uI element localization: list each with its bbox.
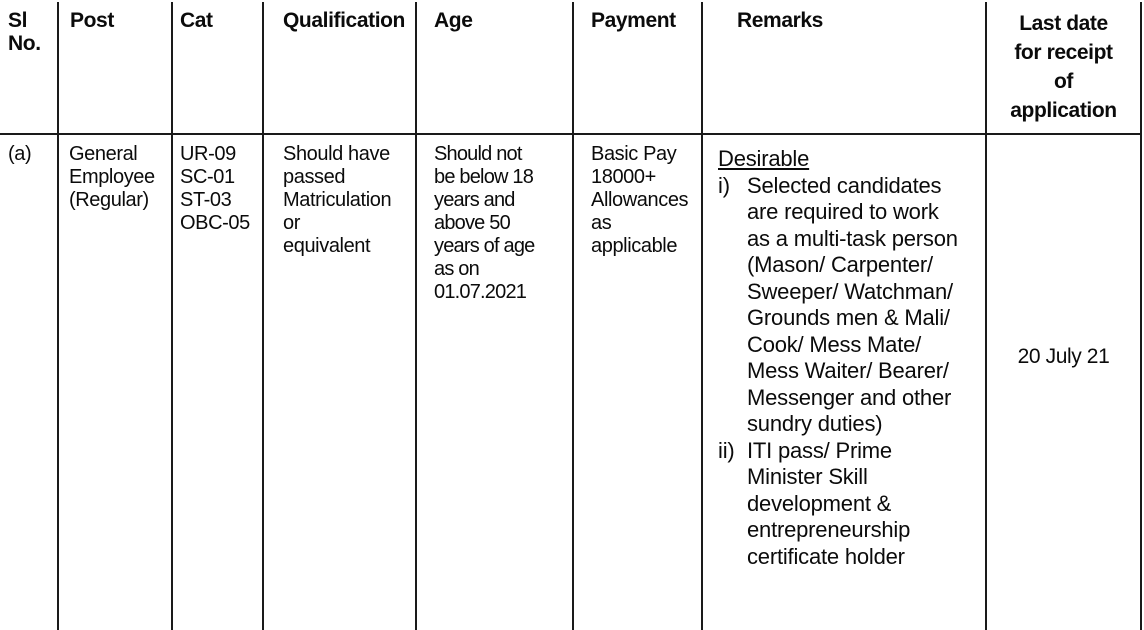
cell-last-date: 20 July 21 bbox=[1017, 345, 1110, 368]
column-divider bbox=[1140, 2, 1142, 630]
column-divider bbox=[415, 2, 417, 630]
remarks-heading: Desirable bbox=[718, 146, 810, 171]
header-post: Post bbox=[70, 9, 114, 32]
cell-remarks: Desirable i) Selected candidates are required to work as a multi-task person (Mason/ Carpenter/ Sweeper/ Watchman/ Grounds men & Mali/ Cook/ Mess Mate/ Mess Waiter/ Bearer/ Messenger and other sundry duties) ii) ITI pass/ Prime Minister Skill development & entrepreneurship certificate holder bbox=[718, 146, 958, 569]
remarks-item-2: ii) ITI pass/ Prime bbox=[718, 437, 892, 463]
column-divider bbox=[57, 2, 59, 630]
header-payment: Payment bbox=[591, 9, 676, 32]
header-qualification: Qualification bbox=[283, 9, 405, 32]
cell-payment: Basic Pay 18000+ Allowances as applicable bbox=[591, 143, 689, 257]
column-divider bbox=[572, 2, 574, 630]
cell-age: Should not be below 18 years and above 50 years of age as on 01.07.2021 bbox=[434, 143, 535, 303]
column-divider bbox=[262, 2, 264, 630]
cell-cat: UR-09 SC-01 ST-03 OBC-05 bbox=[180, 143, 250, 234]
header-cat: Cat bbox=[180, 9, 213, 32]
header-sl-no: Sl No. bbox=[8, 9, 41, 55]
remarks-item-1: i) Selected candidates bbox=[718, 172, 942, 198]
header-remarks: Remarks bbox=[737, 9, 823, 32]
header-last-date: Last date for receipt of application bbox=[1010, 12, 1117, 122]
cell-qualification: Should have passed Matriculation or equivalent bbox=[283, 143, 392, 257]
header-age: Age bbox=[434, 9, 473, 32]
header-divider bbox=[0, 133, 1142, 135]
column-divider bbox=[701, 2, 703, 630]
cell-post: General Employee (Regular) bbox=[69, 143, 155, 211]
cell-sl-no: (a) bbox=[8, 143, 32, 165]
column-divider bbox=[171, 2, 173, 630]
